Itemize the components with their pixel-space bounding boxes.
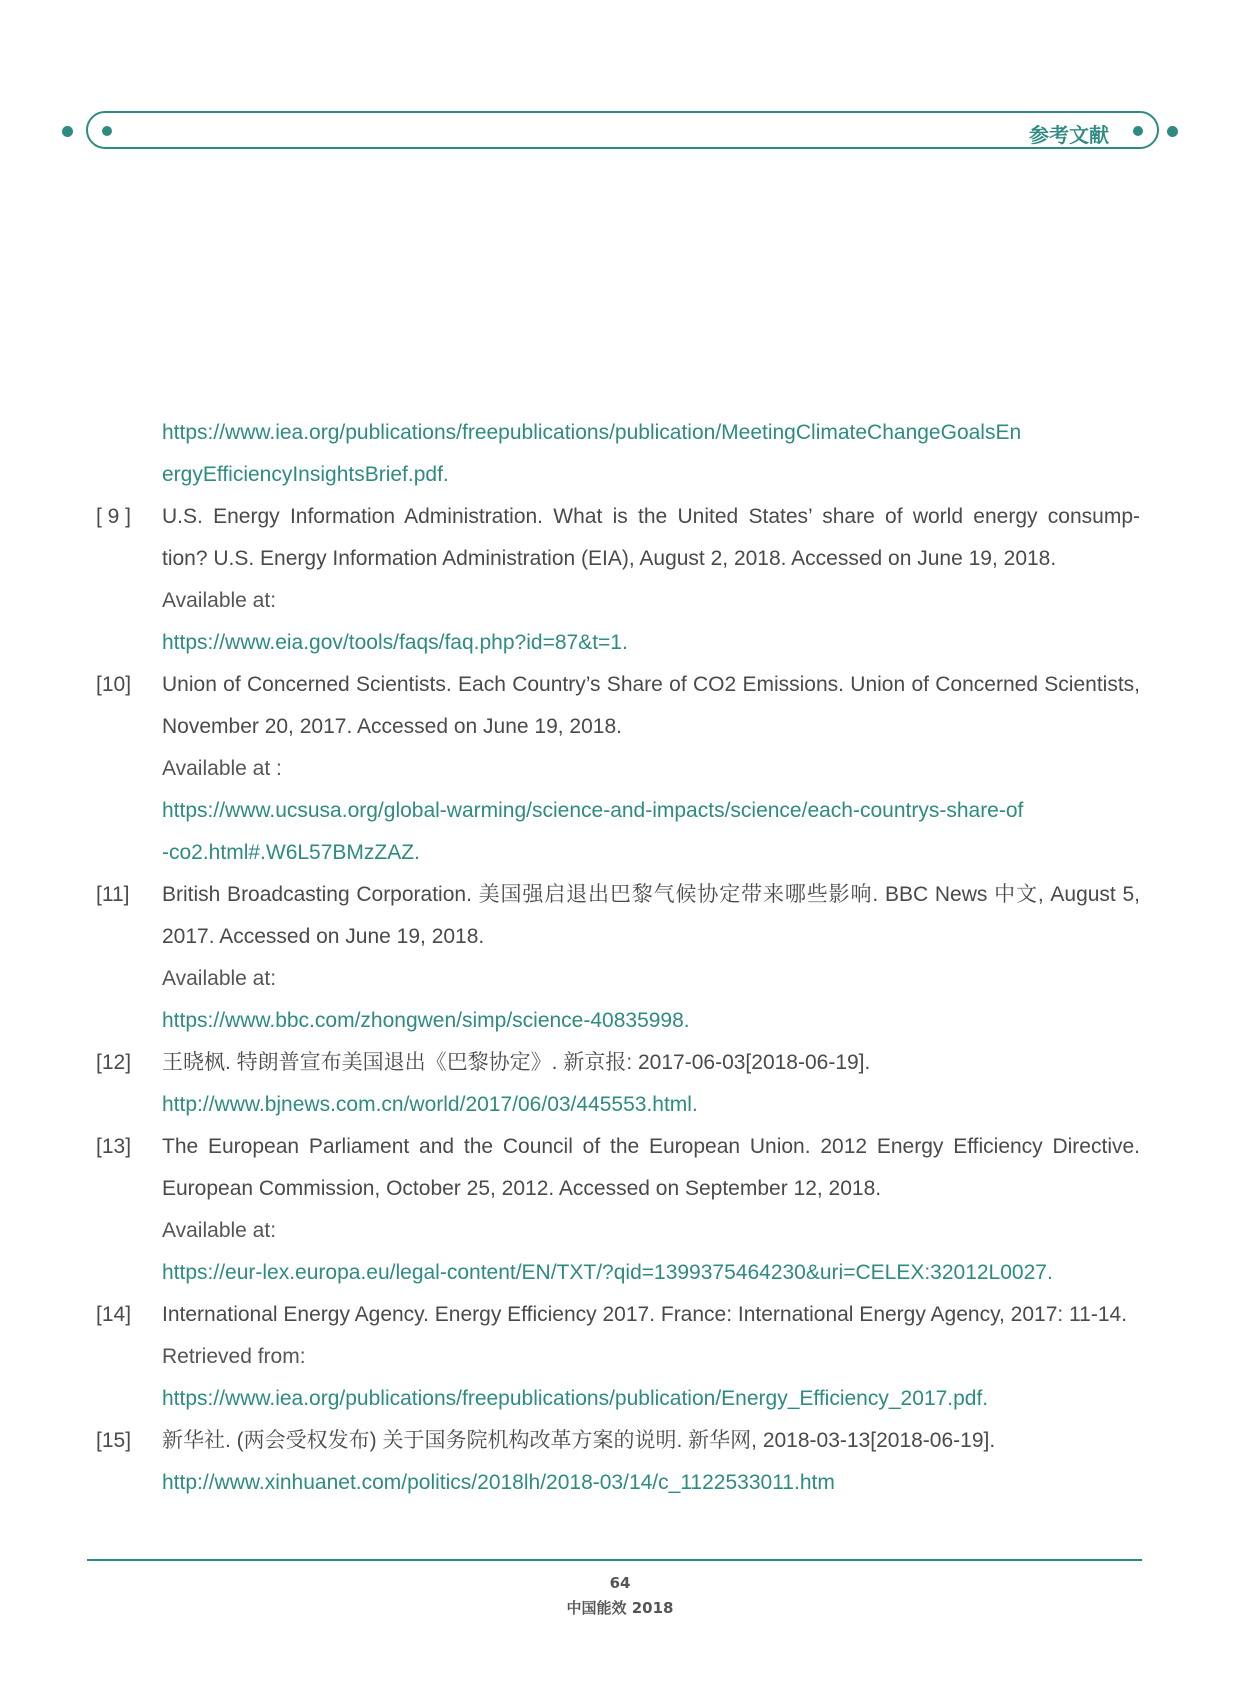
- reference-line: [96, 1126, 1141, 1168]
- reference-line: [96, 1420, 1141, 1462]
- header-left-dot: [62, 126, 73, 137]
- availability-label: Retrieved from:: [162, 1345, 306, 1368]
- reference-line: [96, 580, 1141, 622]
- reference-link[interactable]: https://www.eia.gov/tools/faqs/faq.php?id=87&t=1.: [162, 631, 628, 654]
- reference-number: [12]: [96, 1051, 132, 1074]
- reference-line: [96, 1000, 1141, 1042]
- reference-number: [15]: [96, 1429, 132, 1452]
- reference-line: [96, 538, 1141, 580]
- reference-line: [96, 1294, 1141, 1336]
- reference-line: [96, 1084, 1141, 1126]
- reference-number: [11]: [96, 883, 130, 906]
- reference-text: The European Parliament and the Council of the European Union. 2012 Energy Efficiency Directive.: [162, 1135, 1140, 1158]
- reference-link[interactable]: http://www.bjnews.com.cn/world/2017/06/03/445553.html.: [162, 1093, 698, 1116]
- footer-divider: [87, 1559, 1142, 1561]
- reference-line: [96, 1168, 1141, 1210]
- page-number: 64: [609, 1574, 631, 1592]
- reference-number: [ 9 ]: [96, 505, 132, 528]
- reference-line: [96, 496, 1141, 538]
- publication-title: 中国能效 2018: [566, 1599, 674, 1617]
- reference-link[interactable]: -co2.html#.W6L57BMzZAZ.: [162, 841, 420, 864]
- reference-list: [96, 412, 1141, 1504]
- reference-text: British Broadcasting Corporation. 美国强启退出巴黎气候协定带来哪些影响. BBC News 中文, August 5,: [162, 883, 1140, 906]
- reference-number: [13]: [96, 1135, 132, 1158]
- reference-text: 新华社. (两会受权发布) 关于国务院机构改革方案的说明. 新华网, 2018-03-13[2018-06-19].: [162, 1429, 996, 1452]
- reference-link[interactable]: http://www.xinhuanet.com/politics/2018lh/2018-03/14/c_1122533011.htm: [162, 1471, 835, 1494]
- reference-text: European Commission, October 25, 2012. Accessed on September 12, 2018.: [162, 1177, 882, 1200]
- reference-line: [96, 664, 1141, 706]
- header-inner-left-dot: [102, 126, 112, 136]
- availability-label: Available at:: [162, 1219, 277, 1242]
- reference-line: [96, 790, 1141, 832]
- reference-entry: [96, 496, 1141, 664]
- reference-link[interactable]: https://www.ucsusa.org/global-warming/science-and-impacts/science/each-countrys-share-of: [162, 799, 1024, 822]
- reference-entry: [96, 412, 1141, 496]
- header-right-dot: [1167, 126, 1178, 137]
- reference-number: [10]: [96, 673, 132, 696]
- reference-number: [14]: [96, 1303, 132, 1326]
- header-inner-right-dot: [1133, 126, 1143, 136]
- reference-line: [96, 1210, 1141, 1252]
- reference-text: November 20, 2017. Accessed on June 19, 2018.: [162, 715, 622, 738]
- header-bar: [86, 111, 1159, 149]
- reference-line: [96, 1462, 1141, 1504]
- reference-line: [96, 832, 1141, 874]
- reference-entry: [96, 1042, 1141, 1126]
- reference-line: [96, 1378, 1141, 1420]
- reference-text: U.S. Energy Information Administration. What is the United States’ share of world energy consump-: [162, 505, 1140, 528]
- reference-link[interactable]: https://eur-lex.europa.eu/legal-content/EN/TXT/?qid=1399375464230&uri=CELEX:32012L0027.: [162, 1261, 1053, 1284]
- reference-line: [96, 874, 1141, 916]
- reference-entry: [96, 664, 1141, 874]
- reference-line: [96, 1042, 1141, 1084]
- reference-text: tion? U.S. Energy Information Administration (EIA), August 2, 2018. Accessed on June 19, 2018.: [162, 547, 1057, 570]
- reference-line: [96, 706, 1141, 748]
- reference-link[interactable]: https://www.iea.org/publications/freepublications/publication/Energy_Efficiency_2017.pdf.: [162, 1387, 989, 1410]
- reference-line: [96, 916, 1141, 958]
- reference-line: [96, 1336, 1141, 1378]
- reference-text: 2017. Accessed on June 19, 2018.: [162, 925, 485, 948]
- reference-line: [96, 622, 1141, 664]
- reference-entry: [96, 1294, 1141, 1420]
- availability-label: Available at:: [162, 589, 277, 612]
- availability-label: Available at :: [162, 757, 282, 780]
- reference-entry: [96, 874, 1141, 1042]
- reference-line: [96, 454, 1141, 496]
- reference-line: [96, 958, 1141, 1000]
- availability-label: Available at:: [162, 967, 277, 990]
- reference-line: [96, 412, 1141, 454]
- section-title: 参考文献: [1029, 123, 1109, 147]
- reference-entry: [96, 1126, 1141, 1294]
- reference-text: International Energy Agency. Energy Efficiency 2017. France: International Energy Agency, 2017: 11-14.: [162, 1303, 1128, 1326]
- reference-link[interactable]: ergyEfficiencyInsightsBrief.pdf.: [162, 463, 449, 486]
- reference-link[interactable]: https://www.iea.org/publications/freepublications/publication/MeetingClimateChangeGoalsEn: [162, 421, 1022, 444]
- reference-line: [96, 748, 1141, 790]
- reference-line: [96, 1252, 1141, 1294]
- reference-text: 王晓枫. 特朗普宣布美国退出《巴黎协定》. 新京报: 2017-06-03[2018-06-19].: [162, 1051, 871, 1074]
- reference-entry: [96, 1420, 1141, 1504]
- reference-link[interactable]: https://www.bbc.com/zhongwen/simp/science-40835998.: [162, 1009, 690, 1032]
- reference-text: Union of Concerned Scientists. Each Country’s Share of CO2 Emissions. Union of Concerned Scientists,: [162, 673, 1140, 696]
